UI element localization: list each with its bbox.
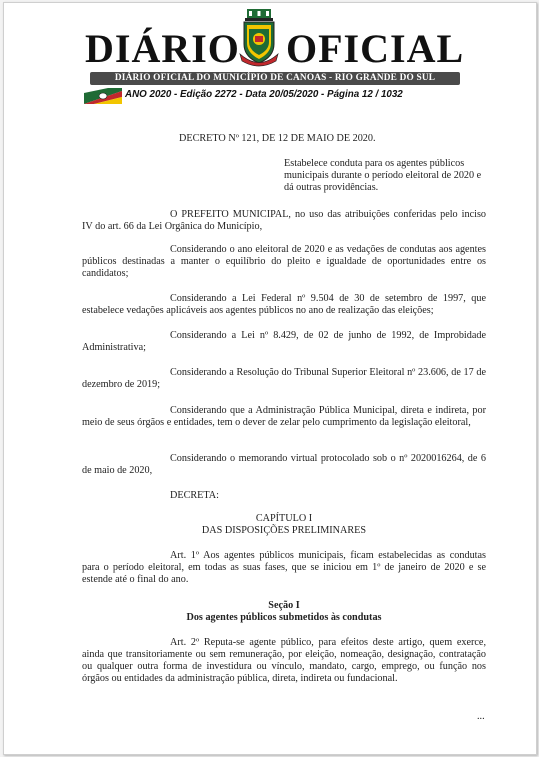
masthead-title-right: OFICIAL: [286, 26, 465, 71]
considerando-3: Considerando a Lei nº 8.429, de 02 de junho de 1992, de Improbidade Administrativa;: [82, 330, 486, 353]
considerando-1: Considerando o ano eleitoral de 2020 e as vedações de condutas aos agentes públicos destinadas a manter o equilíbrio do pleito e igualdade de oportunidades entre os candidatos;: [82, 244, 486, 279]
masthead-subtitle-bar: [90, 72, 460, 85]
chapter-title: DAS DISPOSIÇÕES PRELIMINARES: [201, 525, 367, 536]
masthead-subtitle: DIÁRIO OFICIAL DO MUNICÍPIO DE CANOAS - RIO GRANDE DO SUL: [114, 73, 436, 83]
considerando-4: Considerando a Resolução do Tribunal Superior Eleitoral nº 23.606, de 17 de dezembro de 2019;: [82, 367, 486, 390]
chapter-number: CAPÍTULO I: [255, 513, 313, 524]
article-1: Art. 1º Aos agentes públicos municipais, ficam estabelecidas as condutas para o período eleitoral, em todas as suas fases, que se iniciou em 1º de janeiro de 2020 e se estende até o final do ano.: [82, 550, 486, 585]
document-page: [3, 2, 537, 755]
section-title: Dos agentes públicos submetidos às condutas: [186, 612, 382, 623]
edition-info: ANO 2020 - Edição 2272 - Data 20/05/2020 - Página 12 / 1032: [125, 89, 403, 100]
decree-ementa: Estabelece conduta para os agentes públicos municipais durante o período eleitoral de 2020 e dá outras providências.: [284, 158, 482, 193]
considerando-2: Considerando a Lei Federal nº 9.504 de 30 de setembro de 1997, que estabelece vedações aplicáveis aos agentes públicos no ano de realização das eleições;: [82, 293, 486, 316]
decreta-label: DECRETA:: [170, 490, 219, 501]
decree-preamble: O PREFEITO MUNICIPAL, no uso das atribuições conferidas pelo inciso IV do art. 66 da Lei Orgânica do Município,: [82, 209, 486, 232]
city-crest-icon: [237, 9, 281, 69]
state-flag-icon: [84, 88, 122, 104]
decree-heading: DECRETO Nº 121, DE 12 DE MAIO DE 2020.: [179, 133, 376, 144]
continuation-ellipsis: ...: [477, 711, 485, 722]
article-2: Art. 2º Reputa-se agente público, para efeitos deste artigo, quem exerce, ainda que transitoriamente ou sem remuneração, por eleição, nomeação, designação, contratação ou qualquer outra forma de investidura ou vínculo, mandato, cargo, emprego, ou função nos órgãos ou entidades da administração pública, direta, indireta ou fundacional.: [82, 637, 486, 684]
section-number: Seção I: [268, 600, 300, 611]
considerando-5: Considerando que a Administração Pública Municipal, direta e indireta, por meio de seus órgãos e entidades, tem o dever de zelar pelo cumprimento da legislação eleitoral,: [82, 405, 486, 428]
masthead-title-left: DIÁRIO: [85, 26, 240, 71]
considerando-6: Considerando o memorando virtual protocolado sob o nº 2020016264, de 6 de maio de 2020,: [82, 453, 486, 476]
